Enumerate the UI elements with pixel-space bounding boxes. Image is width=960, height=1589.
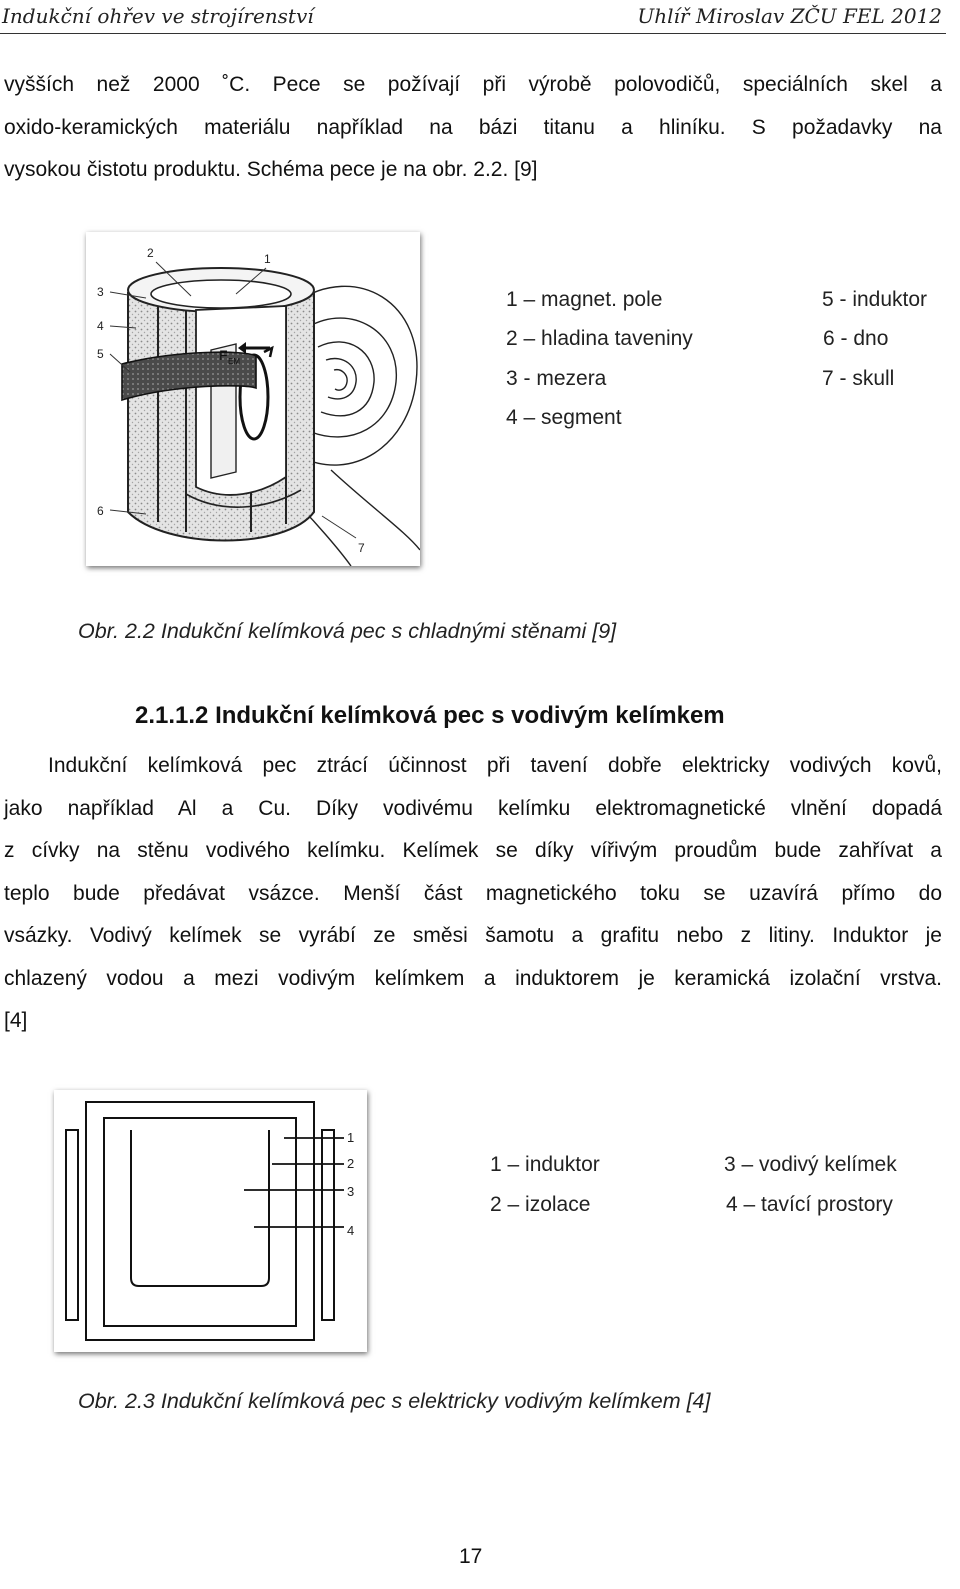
figure-cold-crucible-furnace xyxy=(86,232,420,566)
figure-label: 1 xyxy=(347,1130,355,1145)
figure-label: 3 xyxy=(347,1184,355,1199)
legend-item: 2 – hladina taveniny xyxy=(506,327,693,350)
legend-item: 6 - dno xyxy=(823,327,889,350)
section-heading: 2.1.1.2 Indukční kelímková pec s vodivým kelímkem xyxy=(135,702,725,729)
figure-label: 4 xyxy=(97,319,104,333)
text-line: Indukční kelímková pec ztrácí účinnost při tavení dobře elektricky vodivých kovů, xyxy=(48,754,942,777)
figure-label: 1 xyxy=(264,252,271,266)
legend-item: 3 - mezera xyxy=(506,367,607,390)
crucible-diagram xyxy=(54,1090,367,1352)
legend-item: 5 - induktor xyxy=(822,288,928,311)
figure-label: 2 xyxy=(347,1156,355,1171)
text-line: teplo bude předávat vsázce. Menší část magnetického toku se uzavírá přímo do xyxy=(4,881,942,905)
legend-item: 3 – vodivý kelímek xyxy=(724,1153,897,1176)
text-line: oxido-keramických materiálu například na bázi titanu a hliníku. S požadavky na xyxy=(4,115,942,139)
header-right: Uhlíř Miroslav ZČU FEL 2012 xyxy=(637,4,942,28)
header-rule xyxy=(0,33,946,34)
text-line: jako například Al a Cu. Díky vodivému kelímku elektromagnetické vlnění dopadá xyxy=(4,796,942,820)
legend-item: 4 – tavící prostory xyxy=(726,1193,893,1216)
text-line: z cívky na stěnu vodivého kelímku. Kelímek se díky vířivým proudům bude zahřívat a xyxy=(4,839,942,862)
legend-item: 2 – izolace xyxy=(490,1193,591,1216)
legend-item: 1 – induktor xyxy=(490,1153,600,1176)
text-line: [4] xyxy=(4,1009,28,1032)
figure-label: 7 xyxy=(358,541,365,555)
text-line: chlazený vodou a mezi vodivým kelímkem a induktorem je keramická izolační vrstva. xyxy=(4,966,942,990)
page-number: 17 xyxy=(459,1545,483,1568)
figure-conductive-crucible-furnace xyxy=(54,1090,367,1352)
figure-label: 5 xyxy=(97,347,104,361)
text-line: vsázky. Vodivý kelímek se vyrábí ze směsi šamotu a grafitu nebo z litiny. Induktor je xyxy=(4,924,942,947)
intro-paragraph xyxy=(4,64,942,192)
legend-item: 1 – magnet. pole xyxy=(506,288,663,311)
figure-label: 6 xyxy=(97,504,104,518)
figure-label: 4 xyxy=(347,1223,355,1238)
figure-label: 3 xyxy=(97,285,104,299)
legend-item: 7 - skull xyxy=(822,367,895,390)
force-label: F xyxy=(219,347,228,363)
header-left: Indukční ohřev ve strojírenství xyxy=(2,4,314,28)
figure-caption: Obr. 2.2 Indukční kelímková pec s chladnými stěnami [9] xyxy=(78,619,617,643)
text-line: vysokou čistotu produktu. Schéma pece je na obr. 2.2. [9] xyxy=(4,158,538,181)
section-paragraph xyxy=(4,745,942,1043)
legend-item: 4 – segment xyxy=(506,406,622,429)
figure-label: 2 xyxy=(147,246,154,260)
text-line: vyšších než 2000 ˚C. Pece se požívají při výrobě polovodičů, speciálních skel a xyxy=(4,73,942,96)
furnace-diagram xyxy=(86,232,420,566)
figure-caption: Obr. 2.3 Indukční kelímková pec s elektricky vodivým kelímkem [4] xyxy=(78,1389,711,1413)
force-subscript: EM xyxy=(228,357,240,366)
